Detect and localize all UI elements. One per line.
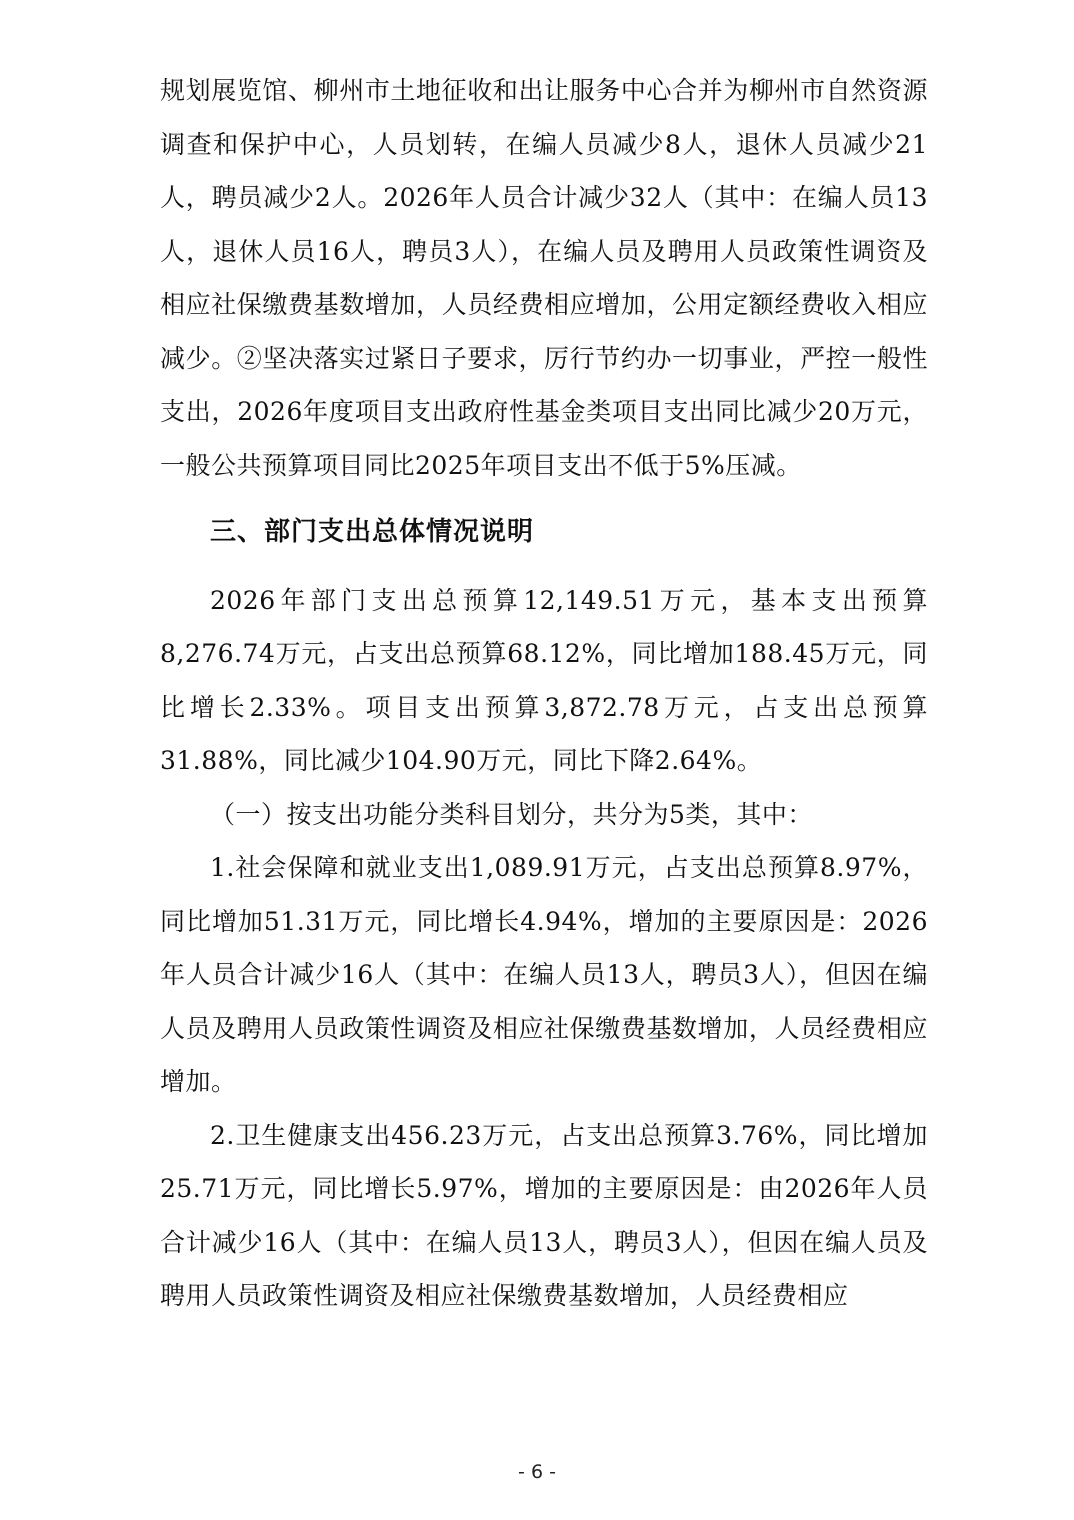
section-heading: 三、部门支出总体情况说明 [210,517,535,547]
summary-paragraph: 2026年部门支出总预算12,149.51万元，基本支出预算8,276.74万元，占支出总预算68.12%，同比增加188.45万元，同比增长2.33%。项目支出预算3,872.78万元，占支出总预算31.88%，同比减少104.90万元，同比下降2.64%。 [160,585,928,775]
item-2-paragraph: 2.卫生健康支出456.23万元，占支出总预算3.76%，同比增加25.71万元，同比增长5.97%，增加的主要原因是：由2026年人员合计减少16人（其中：在编人员13人，聘员3人），但因在编人员及聘用人员政策性调资及相应社保缴费基数增加，人员经费相应 [160,1120,928,1310]
item-1-paragraph: 1.社会保障和就业支出1,089.91万元，占支出总预算8.97%，同比增加51.31万元，同比增长4.94%，增加的主要原因是：2026年人员合计减少16人（其中：在编人员13人，聘员3人），但因在编人员及聘用人员政策性调资及相应社保缴费基数增加，人员经费相应增加。 [160,853,928,1096]
intro-paragraph: 规划展览馆、柳州市土地征收和出让服务中心合并为柳州市自然资源调查和保护中心，人员划转，在编人员减少8人，退休人员减少21人，聘员减少2人。2026年人员合计减少32人（其中：在编人员13人，退休人员16人，聘员3人），在编人员及聘用人员政策性调资及相应社保缴费基数增加，人员经费相应增加，公用定额经费收入相应减少。②坚决落实过紧日子要求，厉行节约办一切事业，严控一般性支出，2026年度项目支出政府性基金类项目支出同比减少20万元，一般公共预算项目同比2025年项目支出不低于5%压减。 [160,76,928,480]
document-body [160,64,928,1323]
subsection-paragraph: （一）按支出功能分类科目划分，共分为5类，其中： [210,799,813,829]
page-number: - 6 - [518,1461,556,1483]
